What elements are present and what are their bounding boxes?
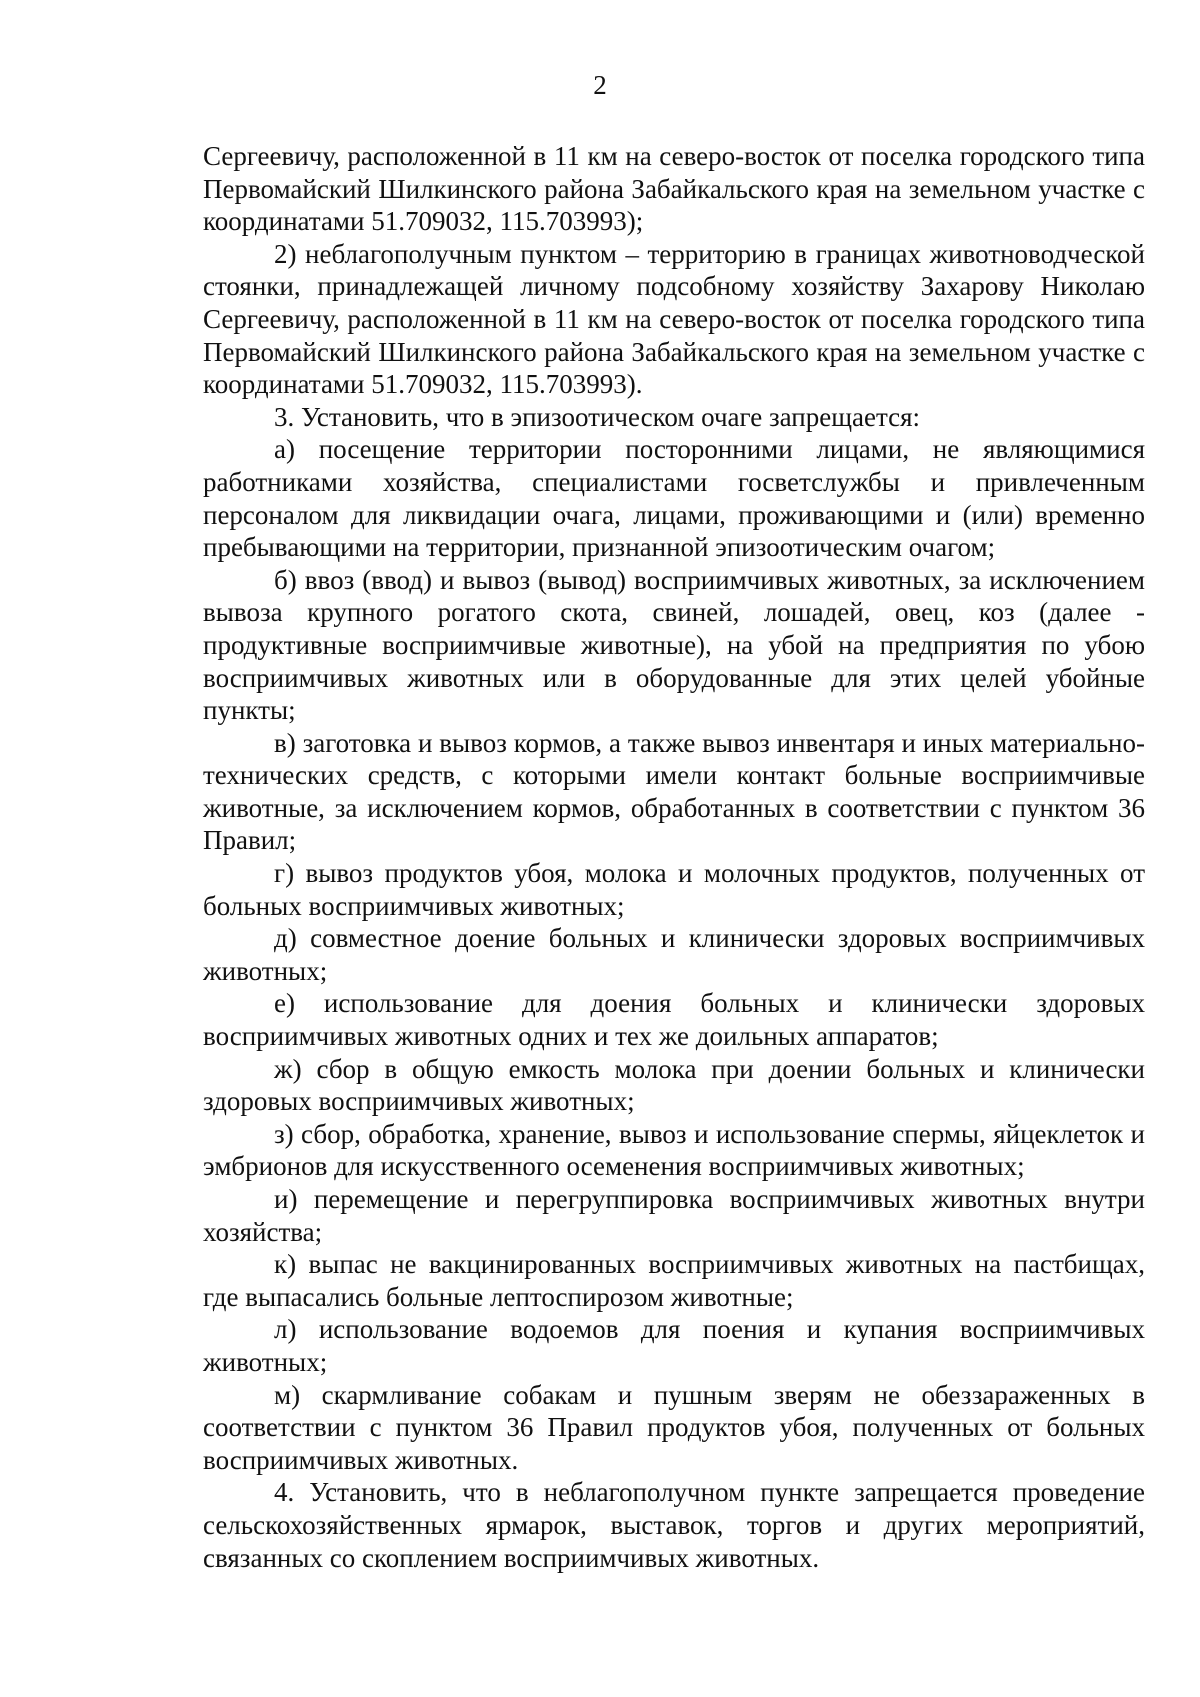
paragraph-subitem-g: г) вывоз продуктов убоя, молока и молочных продуктов, полученных от больных восприимчивых животных; [203,858,1145,921]
paragraph-item-2: 2) неблагополучным пунктом – территорию в границах животноводческой стоянки, принадлежащей личному подсобному хозяйству Захарову Николаю Сергеевичу, расположенной в 11 км на северо-восток от поселка городского типа Первомайский Шилкинского района Забайкальского края на земельном участке с координатами 51.709032, 115.703993). [203,238,1145,400]
paragraph-subitem-m: м) скармливание собакам и пушным зверям не обеззараженных в соответствии с пунктом 36 Правил продуктов убоя, полученных от больных восприимчивых животных. [203,1379,1145,1475]
paragraph-subitem-e: е) использование для доения больных и клинически здоровых восприимчивых животных одних и тех же доильных аппаратов; [203,988,1145,1052]
paragraph-subitem-k: к) выпас не вакцинированных восприимчивых животных на пастбищах, где выпасались больные лептоспирозом животные; [203,1249,1145,1312]
paragraph-subitem-z: з) сбор, обработка, хранение, вывоз и использование спермы, яйцеклеток и эмбрионов для искусственного осеменения восприимчивых животных; [203,1118,1145,1182]
paragraph-subitem-zh: ж) сбор в общую емкость молока при доении больных и клинически здоровых восприимчивых животных; [203,1053,1145,1117]
paragraph-subitem-l: л) использование водоемов для поения и купания восприимчивых животных; [203,1314,1145,1377]
paragraph-item-3: 3. Установить, что в эпизоотическом очаге запрещается: [274,401,921,432]
paragraph-subitem-i: и) перемещение и перегруппировка восприимчивых животных внутри хозяйства; [203,1184,1145,1247]
paragraph-subitem-a: а) посещение территории посторонними лицами, не являющимися работниками хозяйства, специалистами госветслужбы и привлеченным персоналом для ликвидации очага, лицами, проживающими и (или) временно пребывающими на территории, признанной эпизоотическим очагом; [203,434,1145,563]
paragraph-subitem-d: д) совместное доение больных и клинически здоровых восприимчивых животных; [203,923,1145,986]
page-number: 2 [593,70,607,100]
paragraph-subitem-v: в) заготовка и вывоз кормов, а также вывоз инвентаря и иных материально-технических средств, с которыми имели контакт больные восприимчивые животные, за исключением кормов, обработанных в соответствии с пунктом 36 Правил; [203,727,1145,856]
paragraph-continuation: Сергеевичу, расположенной в 11 км на северо-восток от поселка городского типа Первомайский Шилкинского района Забайкальского края на земельном участке с координатами 51.709032, 115.703993); [203,141,1145,237]
document-body [203,140,1145,1574]
paragraph-subitem-b: б) ввоз (ввод) и вывоз (вывод) восприимчивых животных, за исключением вывоза крупного рогатого скота, свиней, лошадей, овец, коз (далее - продуктивные восприимчивые животные), на убой на предприятия по убою восприимчивых животных или в оборудованные для этих целей убойные пункты; [203,564,1145,726]
paragraph-item-4: 4. Установить, что в неблагополучном пункте запрещается проведение сельскохозяйственных ярмарок, выставок, торгов и других мероприятий, связанных со скоплением восприимчивых животных. [203,1477,1145,1573]
